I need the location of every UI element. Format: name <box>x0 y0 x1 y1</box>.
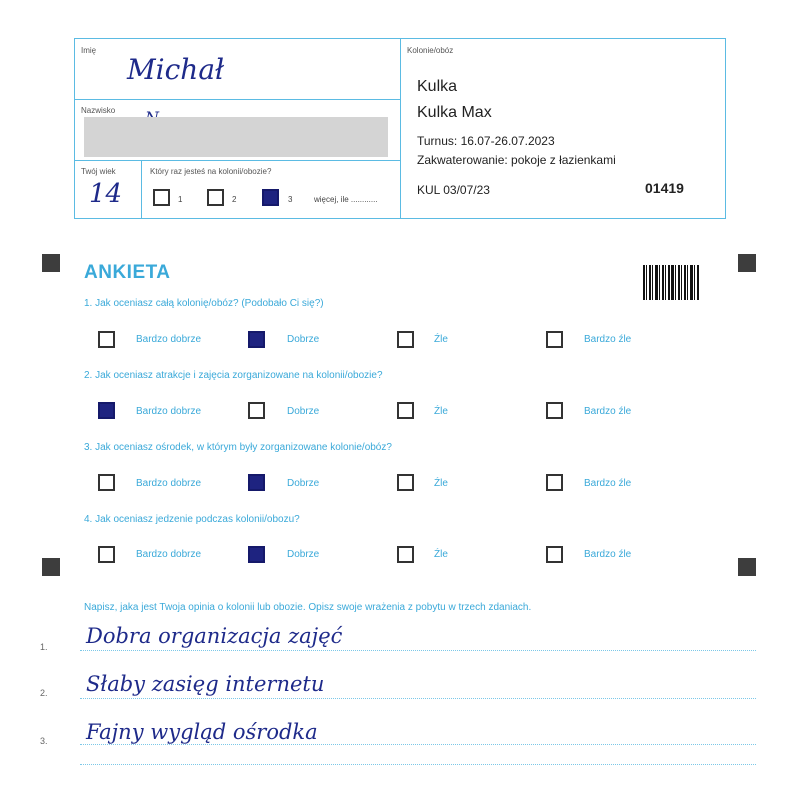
registration-marker <box>42 558 60 576</box>
q4-checkbox-dobrze[interactable] <box>248 546 265 563</box>
answer-line <box>80 744 756 745</box>
question-4: 4. Jak oceniasz jedzenie podczas kolonii/obozu? <box>84 514 300 525</box>
survey-title: ANKIETA <box>84 262 171 283</box>
q3-checkbox-bardzo-dobrze[interactable] <box>98 474 115 491</box>
q1-checkbox-bardzo-zle[interactable] <box>546 331 563 348</box>
times-checkbox-1[interactable] <box>153 189 170 206</box>
q4-label-dobrze: Dobrze <box>287 549 320 560</box>
accommodation: Zakwaterowanie: pokoje z łazienkami <box>417 153 616 167</box>
opinion-line-1[interactable]: Dobra organizacja zajęć <box>86 624 343 648</box>
q3-label-dobrze: Dobrze <box>287 478 320 489</box>
times-checkbox-2[interactable] <box>207 189 224 206</box>
q2-checkbox-bardzo-zle[interactable] <box>546 402 563 419</box>
q2-label-dobrze: Dobrze <box>287 406 320 417</box>
q2-label-zle: Źle <box>434 406 448 417</box>
registration-marker <box>738 254 756 272</box>
q2-label-bardzo-dobrze: Bardzo dobrze <box>136 406 202 417</box>
barcode-icon <box>643 265 699 300</box>
name-cell <box>75 39 401 100</box>
answer-line <box>80 764 756 765</box>
q1-checkbox-bardzo-dobrze[interactable] <box>98 331 115 348</box>
age-label: Twój wiek <box>81 167 116 176</box>
q3-checkbox-dobrze[interactable] <box>248 474 265 491</box>
q2-checkbox-zle[interactable] <box>397 402 414 419</box>
q4-label-bardzo-zle: Bardzo źle <box>584 549 632 560</box>
line-number-1: 1. <box>40 642 48 652</box>
q2-checkbox-dobrze[interactable] <box>248 402 265 419</box>
q3-label-zle: Źle <box>434 478 448 489</box>
q1-label-bardzo-dobrze: Bardzo dobrze <box>136 334 202 345</box>
q4-checkbox-bardzo-dobrze[interactable] <box>98 546 115 563</box>
question-2: 2. Jak oceniasz atrakcje i zajęcia zorganizowane na kolonii/obozie? <box>84 370 383 381</box>
times-cell <box>142 161 401 219</box>
answer-line <box>80 698 756 699</box>
camp-name: Kulka <box>417 78 458 95</box>
line-number-3: 3. <box>40 736 48 746</box>
q3-checkbox-bardzo-zle[interactable] <box>546 474 563 491</box>
times-option-1: 1 <box>178 195 183 204</box>
age-cell <box>75 161 142 219</box>
q2-checkbox-bardzo-dobrze[interactable] <box>98 402 115 419</box>
line-number-2: 2. <box>40 688 48 698</box>
form-number: 01419 <box>645 180 684 196</box>
q4-checkbox-bardzo-zle[interactable] <box>546 546 563 563</box>
q3-label-bardzo-dobrze: Bardzo dobrze <box>136 478 202 489</box>
camp-program: Kulka Max <box>417 104 492 121</box>
question-1: 1. Jak oceniasz całą kolonię/obóz? (Podobało Ci się?) <box>84 298 324 309</box>
times-checkbox-3[interactable] <box>262 189 279 206</box>
q4-label-zle: Źle <box>434 549 448 560</box>
q1-label-zle: Źle <box>434 334 448 345</box>
camp-cell <box>401 39 726 219</box>
q1-checkbox-zle[interactable] <box>397 331 414 348</box>
age-value: 14 <box>89 179 123 209</box>
q4-checkbox-zle[interactable] <box>397 546 414 563</box>
opinion-prompt: Napisz, jaka jest Twoja opinia o kolonii lub obozie. Opisz swoje wrażenia z pobytu w trzech zdaniach. <box>84 602 532 613</box>
name-label: Imię <box>81 46 97 55</box>
q1-label-bardzo-zle: Bardzo źle <box>584 334 632 345</box>
camp-label: Kolonie/obóz <box>407 46 454 55</box>
turnus: Turnus: 16.07-26.07.2023 <box>417 134 555 148</box>
q4-label-bardzo-dobrze: Bardzo dobrze <box>136 549 202 560</box>
q1-label-dobrze: Dobrze <box>287 334 320 345</box>
q1-checkbox-dobrze[interactable] <box>248 331 265 348</box>
times-more: więcej, ile ............ <box>314 195 378 204</box>
registration-marker <box>738 558 756 576</box>
q3-checkbox-zle[interactable] <box>397 474 414 491</box>
q3-label-bardzo-zle: Bardzo źle <box>584 478 632 489</box>
times-option-2: 2 <box>232 195 237 204</box>
answer-line <box>80 650 756 651</box>
q2-label-bardzo-zle: Bardzo źle <box>584 406 632 417</box>
registration-marker <box>42 254 60 272</box>
times-option-3: 3 <box>288 195 293 204</box>
redacted-surname <box>84 117 388 157</box>
name-value: Michał <box>127 53 225 86</box>
question-3: 3. Jak oceniasz ośrodek, w którym były zorganizowane kolonie/obóz? <box>84 442 392 453</box>
opinion-line-2[interactable]: Słaby zasięg internetu <box>86 672 325 696</box>
camp-code: KUL 03/07/23 <box>417 183 490 197</box>
times-label: Który raz jesteś na kolonii/obozie? <box>150 167 272 176</box>
surname-label: Nazwisko <box>81 106 116 115</box>
opinion-line-3[interactable]: Fajny wygląd ośrodka <box>86 720 318 744</box>
